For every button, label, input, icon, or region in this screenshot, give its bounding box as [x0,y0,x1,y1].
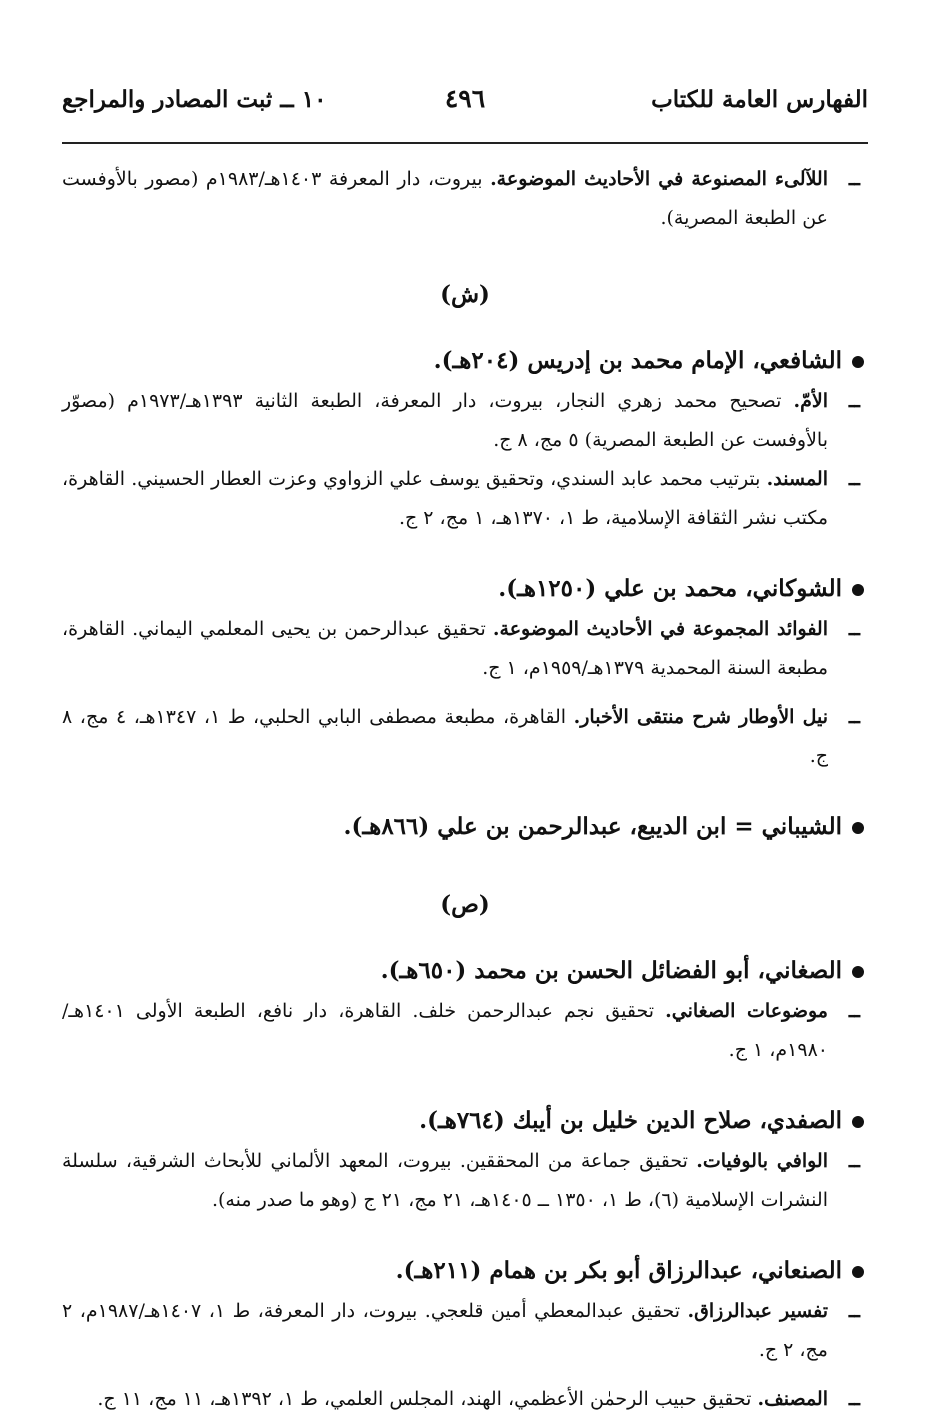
author-name: الصغاني، أبو الفضائل الحسن بن محمد (٦٥٠هـ). [380,957,842,984]
entry-dash: ــ [848,1300,860,1322]
author-heading [62,568,868,610]
section-heading-sheen: (ش) [440,281,490,308]
work-details: تحقيق نجم عبدالرحمن خلف. القاهرة، دار نافع، الطبعة الأولى ١٤٠١هـ/١٩٨٠م، ١ ج. [62,1000,828,1061]
work-title: الأمّ. [793,390,828,412]
author-heading [62,950,868,992]
author-heading [62,806,868,848]
bullet-icon [852,822,864,834]
entry-dash: ــ [848,618,860,640]
running-header [62,82,868,122]
bibliography-entry [62,460,868,538]
author-name: الصنعاني، عبدالرزاق أبو بكر بن همام (٢١١هـ). [395,1257,842,1284]
entry-dash: ــ [848,390,860,412]
section-heading-sad: (ص) [440,891,490,918]
bibliography-content [62,160,868,1419]
work-details: تحقيق جماعة من المحققين. بيروت، المعهد الألماني للأبحاث الشرقية، سلسلة النشرات الإسلامية (٦)، ط ١، ١٣٥٠ ــ ١٤٠٥هـ، ٢١ مج، ٢١ ج (وهو ما صدر منه). [62,1150,828,1211]
entry-dash: ــ [848,706,860,728]
bullet-icon [852,584,864,596]
author-heading [62,1250,868,1292]
header-divider [62,142,868,144]
bullet-icon [852,356,864,368]
work-details: بترتيب محمد عابد السندي، وتحقيق يوسف علي الزواوي وعزت العطار الحسيني. القاهرة، مكتب نشر الثقافة الإسلامية، ط ١، ١٣٧٠هـ، ١ مج، ٢ ج. [62,468,828,529]
bullet-icon [852,1116,864,1128]
bibliography-entry [62,160,868,238]
author-name: الصفدي، صلاح الدين خليل بن أيبك (٧٦٤هـ). [419,1107,842,1134]
work-title: الوافي بالوفيات. [696,1150,828,1172]
author-heading [62,1100,868,1142]
work-details: بيروت، دار المعرفة ١٤٠٣هـ/١٩٨٣م (مصور بالأوفست عن الطبعة المصرية). [62,168,828,229]
bibliography-entry [62,1380,868,1419]
bibliography-entry [62,698,868,776]
bullet-icon [852,966,864,978]
entry-dash: ــ [848,1388,860,1410]
author-name: الشوكاني، محمد بن علي (١٢٥٠هـ). [498,575,842,602]
work-title: الفوائد المجموعة في الأحاديث الموضوعة. [492,618,828,640]
page-number: ٤٩٦ [444,84,486,113]
header-chapter-title: ١٠ ــ ثبت المصادر والمراجع [62,86,327,113]
bibliography-entry [62,382,868,460]
bullet-icon [852,1266,864,1278]
work-details: القاهرة، مطبعة مصطفى البابي الحلبي، ط ١، ١٣٤٧هـ، ٤ مج، ٨ ج. [62,706,828,767]
work-title: اللآلىء المصنوعة في الأحاديث الموضوعة. [490,168,828,190]
bibliography-entry [62,1292,868,1370]
author-name: الشافعي، الإمام محمد بن إدريس (٢٠٤هـ). [433,347,842,374]
work-title: موضوعات الصغاني. [665,1000,828,1022]
work-details: تحقيق عبدالرحمن بن يحيى المعلمي اليماني. القاهرة، مطبعة السنة المحمدية ١٣٧٩هـ/١٩٥٩م، ١ ج. [62,618,828,679]
work-details: تصحيح محمد زهري النجار، بيروت، دار المعرفة، الطبعة الثانية ١٣٩٣هـ/١٩٧٣م (مصوّر بالأوفست عن الطبعة المصرية) ٥ مج، ٨ ج. [62,390,828,451]
bibliography-entry [62,610,868,688]
header-book-index-title: الفهارس العامة للكتاب [651,86,868,113]
work-details: تحقيق حبيب الرحمٰن الأعظمي، الهند، المجلس العلمي، ط ١، ١٣٩٢هـ، ١١ مج، ١١ ج. [97,1388,758,1410]
work-title: نيل الأوطار شرح منتقى الأخبار. [573,706,829,728]
work-title: المسند. [766,468,828,490]
work-title: المصنف. [757,1388,828,1410]
entry-dash: ــ [848,1000,860,1022]
entry-dash: ــ [848,468,860,490]
author-name: الشيباني = ابن الديبع، عبدالرحمن بن علي (٨٦٦هـ). [343,813,842,840]
entry-dash: ــ [848,1150,860,1172]
author-heading [62,340,868,382]
work-title: تفسير عبدالرزاق. [687,1300,829,1322]
bibliography-entry [62,992,868,1070]
work-details: تحقيق عبدالمعطي أمين قلعجي. بيروت، دار المعرفة، ط ١، ١٤٠٧هـ/١٩٨٧م، ٢ مج، ٢ ج. [62,1300,828,1361]
entry-dash: ــ [848,168,860,190]
bibliography-entry [62,1142,868,1220]
